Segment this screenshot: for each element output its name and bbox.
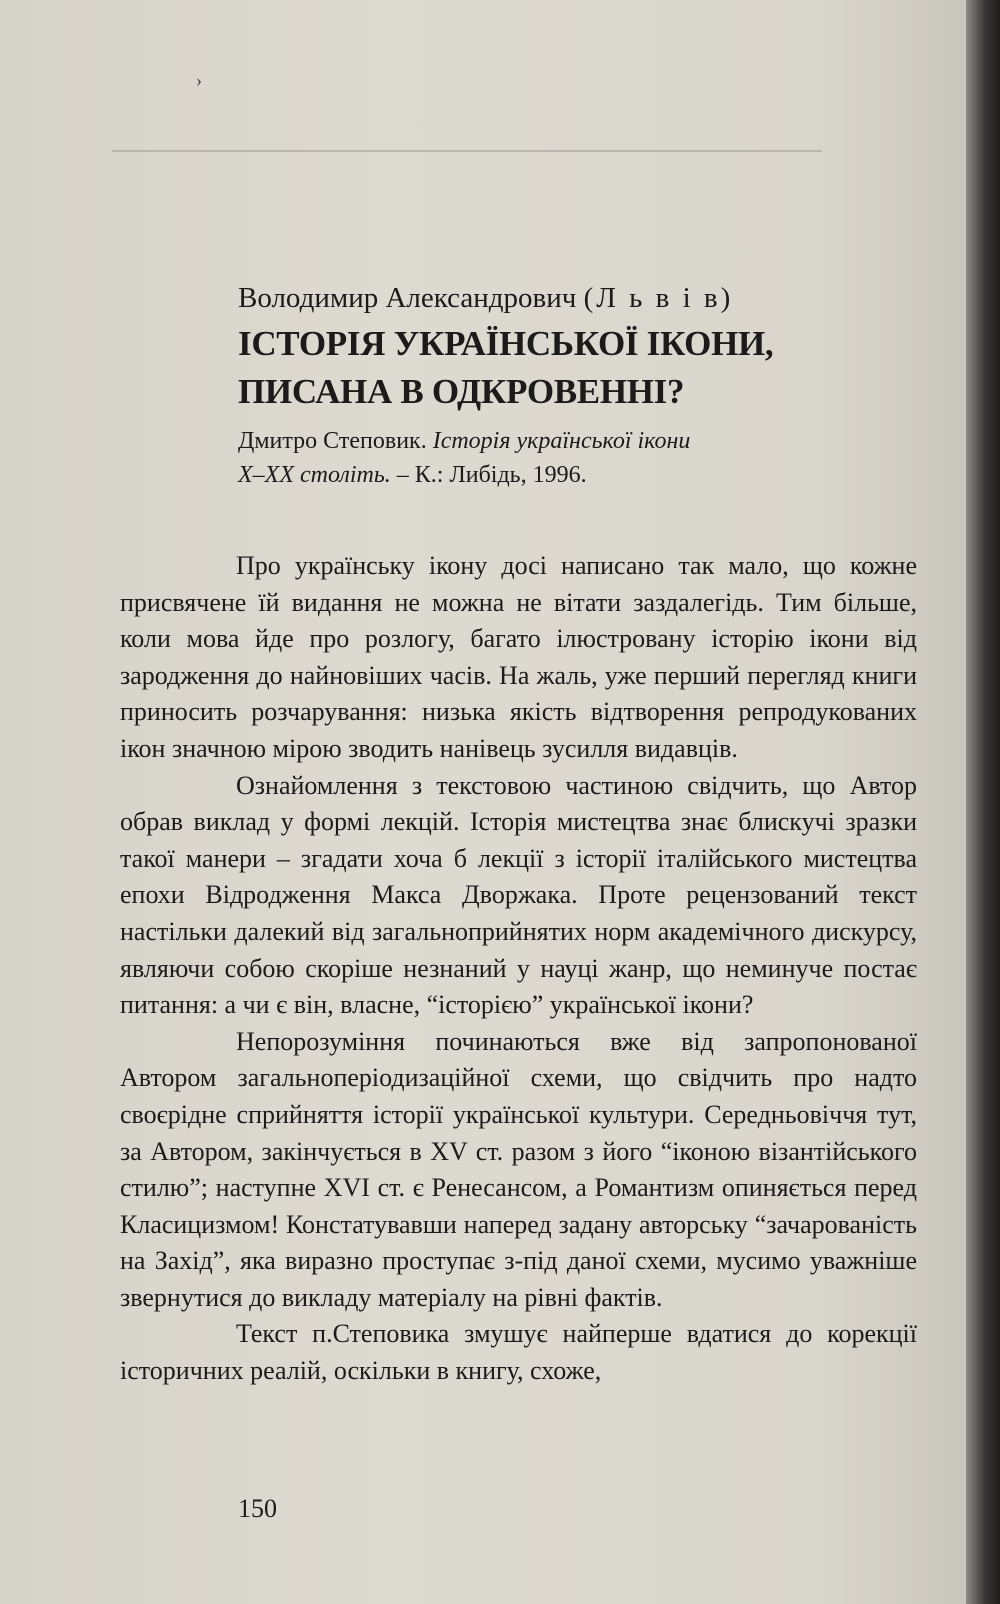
ref-book-title: Історія української ікони <box>432 428 691 454</box>
ref-book-subtitle: X–XX століть. <box>238 462 391 488</box>
author-name: Володимир Александрович <box>238 282 577 314</box>
paragraph: Текст п.Степовика змушує найперше вдатися до корекції історичних реалій, оскільки в книгу, схоже, <box>120 1319 917 1386</box>
paragraph: Непорозуміння починаються вже від запропонованої Автором загальноперіодизаційної схеми, що свідчить про надто своєрідне сприйняття історії української культури. Середньовіччя тут, за Автором, закінчується в XV ст. разом з його “іконою візантійського стилю”; наступне XVI ст. є Ренесансом, а Романтизм опиняється перед Класицизмом! Констатувавши наперед задану авторську “зачарованість на Захід”, яка виразно проступає з-під даної схеми, мусимо уважніше звернутися до викладу матеріалу на рівні фактів. <box>120 1026 917 1312</box>
article-title <box>238 320 918 416</box>
reviewed-book-reference <box>238 424 918 492</box>
paragraph: Про українську ікону досі написано так мало, що кожне присвячене їй видання не можна не вітати заздалегідь. Тим більше, коли мова йде про розлогу, багато ілюстровану історію ікони від зародження до найновіших часів. На жаль, уже перший перегляд книги приносить розчарування: низька якість відтворення репродукованих ікон значною мірою зводить нанівець зусилля видавців. <box>120 551 917 763</box>
margin-mark: › <box>196 70 202 90</box>
author-city: (Л ь в і в) <box>583 282 734 314</box>
show-through-rule <box>112 150 822 152</box>
ref-author: Дмитро Степовик. <box>238 428 427 454</box>
article-header <box>238 278 918 492</box>
article-body <box>120 548 917 1390</box>
ref-publisher: – К.: Либідь, 1996. <box>396 462 587 488</box>
page-number: 150 <box>238 1494 277 1523</box>
book-gutter <box>966 0 1000 1604</box>
title-line-2: ПИСАНА В ОДКРОВЕННІ? <box>238 372 685 411</box>
title-line-1: ІСТОРІЯ УКРАЇНСЬКОЇ ІКОНИ, <box>238 324 774 363</box>
author-line <box>238 278 918 318</box>
paragraph: Ознайомлення з текстовою частиною свідчить, що Автор обрав виклад у формі лекцій. Історія мистецтва знає блискучі зразки такої манери – згадати хоча б лекції з історії італійського мистецтва епохи Відродження Макса Дворжака. Проте рецензований текст настільки далекий від загальноприйнятих норм академічного дискурсу, являючи собою скоріше незнаний у науці жанр, що неминуче постає питання: а чи є він, власне, “історією” української ікони? <box>120 770 917 1020</box>
